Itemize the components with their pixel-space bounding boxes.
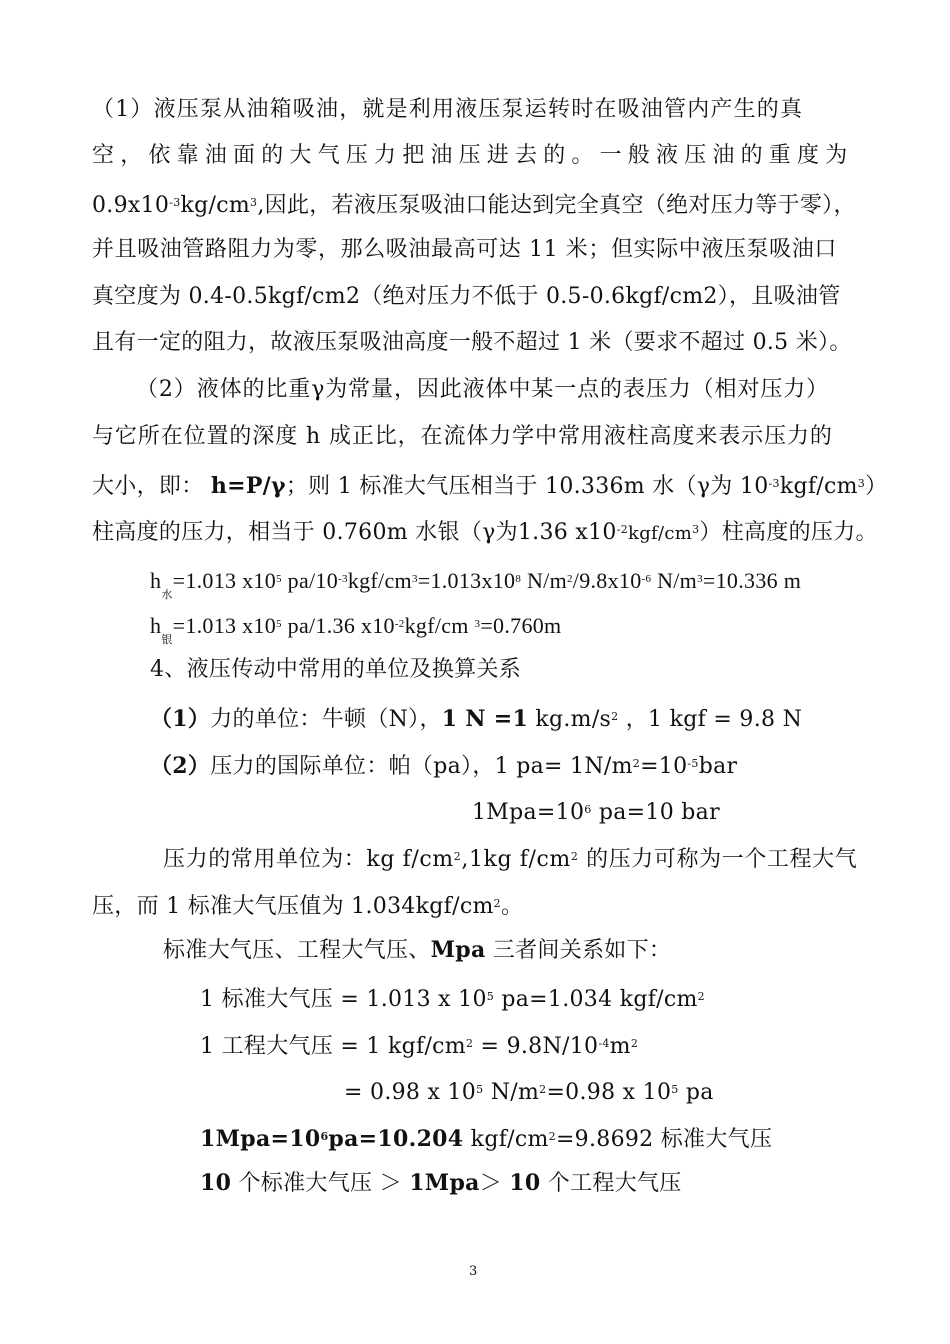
paragraph-line: （2）液体的比重γ为常量，因此液体中某一点的表压力（相对压力） bbox=[136, 377, 830, 402]
paragraph-line: 真空度为 0.4-0.5kgf/cm2（绝对压力不低于 0.5-0.6kgf/cm2），且吸油管 bbox=[92, 284, 841, 309]
formula-bold: h=P/γ bbox=[210, 473, 286, 499]
text-run: =1.013 x10 bbox=[172, 613, 277, 638]
formula-water bbox=[150, 565, 801, 609]
text-run-bold: 10 bbox=[200, 1170, 232, 1196]
subscript: 水 bbox=[161, 589, 173, 601]
text-run: ,因此，若液压泵吸油口能达到完全真空（绝对压力等于零）， bbox=[257, 193, 856, 218]
superscript: 2 bbox=[566, 573, 573, 585]
text-run-bold: 1 N =1 bbox=[441, 706, 529, 732]
text-run: = 0.98 x 10 bbox=[344, 1080, 477, 1105]
text-run: =9.8692 标准大气压 bbox=[555, 1127, 773, 1152]
relation-line bbox=[200, 1030, 638, 1061]
superscript: 2 bbox=[611, 710, 619, 723]
superscript: 6 bbox=[584, 803, 592, 816]
superscript: -3 bbox=[338, 573, 348, 585]
subscript: 银 bbox=[161, 634, 173, 646]
text-run: kg.m/s bbox=[528, 707, 612, 732]
superscript: 2 bbox=[539, 1083, 547, 1096]
formula-h: h bbox=[150, 568, 162, 593]
superscript: 2 bbox=[630, 1037, 639, 1050]
item-number: （2） bbox=[150, 753, 211, 779]
paragraph-line: 并且吸油管路阻力为零，那么吸油最高可达 11 米；但实际中液压泵吸油口 bbox=[92, 237, 837, 262]
superscript: 5 bbox=[486, 990, 495, 1003]
paragraph-line: 且有一定的阻力，故液压泵吸油高度一般不超过 1 米（要求不超过 0.5 米）。 bbox=[92, 330, 852, 355]
text-run: ＞ bbox=[479, 1171, 510, 1196]
superscript: 5 bbox=[671, 1083, 679, 1096]
text-run-bold: 1Mpa=10 bbox=[200, 1126, 321, 1152]
text-run: N/m bbox=[651, 568, 698, 593]
text-run: pa=10 bar bbox=[591, 800, 720, 825]
text-run: ）柱高度的压力。 bbox=[699, 520, 878, 545]
text-run: （1）液压泵从油箱吸油，就是利用液压泵运转时在吸油管内产生的真 bbox=[92, 97, 804, 122]
relation-line bbox=[200, 1123, 772, 1154]
text-run: N/m bbox=[521, 568, 567, 593]
superscript: -2 bbox=[394, 618, 405, 630]
text-run: =0.98 x 10 bbox=[546, 1080, 672, 1105]
text-run: 压力的常用单位为：kg f/cm bbox=[163, 847, 454, 872]
text-run: pa/10 bbox=[281, 568, 339, 593]
paragraph-line: 空，依靠油面的大气压力把油压进去的。一般液压油的重度为 bbox=[92, 143, 854, 168]
superscript: 3 bbox=[411, 573, 418, 585]
text-run: =1.013 x10 bbox=[172, 568, 277, 593]
superscript: 2 bbox=[453, 850, 462, 863]
superscript: 2 bbox=[632, 757, 641, 770]
superscript: 6 bbox=[320, 1130, 329, 1143]
text-run: 三者间关系如下： bbox=[485, 938, 672, 963]
mpa-line bbox=[472, 796, 720, 827]
text-run: kgf/cm bbox=[404, 613, 475, 638]
superscript: -3 bbox=[768, 477, 780, 490]
text-run: kgf/cm bbox=[347, 568, 412, 593]
relation-line bbox=[200, 1169, 682, 1198]
text-run: 力的单位：牛顿（N）， bbox=[210, 707, 442, 732]
text-run: 个标准大气压 ＞ bbox=[231, 1171, 410, 1196]
paragraph-line bbox=[92, 96, 860, 124]
superscript: 2 bbox=[570, 850, 579, 863]
superscript: 3 bbox=[250, 196, 258, 209]
superscript: -6 bbox=[641, 573, 652, 585]
text-run: kgf/cm bbox=[779, 474, 858, 499]
paragraph-line bbox=[163, 843, 857, 874]
superscript: -3 bbox=[169, 196, 181, 209]
text-run: bar bbox=[698, 754, 738, 779]
text-run: kgf/cm bbox=[463, 1127, 549, 1152]
superscript: 2 bbox=[493, 897, 501, 910]
text-run: N/m bbox=[483, 1080, 540, 1105]
text-run: m bbox=[609, 1034, 631, 1059]
text-run: =10.336 m bbox=[702, 568, 802, 593]
text-run: /9.8x10 bbox=[572, 568, 642, 593]
text-run-bold: 10 bbox=[509, 1170, 541, 1196]
unit-force-line bbox=[150, 703, 802, 734]
relation-line bbox=[200, 983, 705, 1014]
text-run: ） bbox=[865, 474, 888, 499]
page-number: 3 bbox=[469, 1264, 478, 1279]
superscript: -2 bbox=[616, 523, 628, 536]
text-run: = 9.8N/10 bbox=[473, 1034, 599, 1059]
unit-pressure-line bbox=[150, 750, 737, 781]
superscript: 5 bbox=[476, 1083, 484, 1096]
text-run-bold: pa=10.204 bbox=[328, 1126, 464, 1152]
superscript: 5 bbox=[276, 618, 282, 630]
text-run: 1 标准大气压 = 1.013 x 10 bbox=[200, 987, 487, 1012]
text-run: 压，而 1 标准大气压值为 1.034kgf/cm bbox=[92, 894, 494, 919]
text-run: =1.013x10 bbox=[417, 568, 516, 593]
paragraph-line bbox=[92, 890, 523, 921]
superscript: 2 bbox=[465, 1037, 474, 1050]
text-run: ；则 1 标准大气压相当于 10.336m 水（γ为 10 bbox=[285, 474, 769, 499]
relation-line bbox=[344, 1076, 714, 1107]
text-run: 1Mpa=10 bbox=[472, 800, 585, 825]
text-run: 0.9x10 bbox=[92, 193, 170, 218]
paragraph-line bbox=[92, 470, 887, 501]
superscript: 3 bbox=[857, 477, 866, 490]
paragraph-line: 与它所在位置的深度 h 成正比，在流体力学中常用液柱高度来表示压力的 bbox=[92, 424, 833, 449]
superscript: 3 bbox=[697, 573, 703, 585]
superscript: 2 bbox=[697, 990, 705, 1003]
text-run-bold: 1Mpa bbox=[409, 1170, 480, 1196]
text-run: =10 bbox=[640, 754, 688, 779]
text-run: 标准大气压、工程大气压、 bbox=[163, 938, 431, 963]
paragraph-line bbox=[92, 516, 878, 548]
item-number: （1） bbox=[150, 706, 211, 732]
text-run: pa=1.034 kgf/cm bbox=[494, 987, 698, 1012]
text-run: 的压力可称为一个工程大气 bbox=[578, 847, 858, 872]
text-run: kgf/cm bbox=[628, 523, 693, 544]
superscript: -5 bbox=[687, 757, 699, 770]
superscript: 3 bbox=[474, 618, 481, 630]
superscript: 8 bbox=[515, 573, 522, 585]
text-run: ,1kg f/cm bbox=[461, 847, 571, 872]
text-run: 压力的国际单位：帕（pa），1 pa= 1N/m bbox=[210, 754, 633, 779]
text-run: 个工程大气压 bbox=[540, 1171, 682, 1196]
section-heading: 4、液压传动中常用的单位及换算关系 bbox=[150, 657, 522, 682]
text-run: =0.760m bbox=[480, 613, 562, 638]
text-run: 大小，即： bbox=[92, 474, 204, 499]
formula-h: h bbox=[150, 613, 162, 638]
text-run: ，1 kgf = 9.8 N bbox=[618, 707, 803, 732]
text-run: 。 bbox=[500, 894, 524, 919]
formula-mercury bbox=[150, 610, 561, 654]
relation-intro bbox=[163, 936, 671, 965]
text-run: kg/cm bbox=[180, 193, 251, 218]
superscript: 2 bbox=[548, 1130, 556, 1143]
superscript: 5 bbox=[276, 573, 282, 585]
text-run: pa/1.36 x10 bbox=[281, 613, 395, 638]
paragraph-line bbox=[92, 189, 856, 220]
text-run: pa bbox=[678, 1080, 714, 1105]
text-run: 1 工程大气压 = 1 kgf/cm bbox=[200, 1034, 466, 1059]
text-run: 柱高度的压力，相当于 0.760m 水银（γ为1.36 x10 bbox=[92, 520, 617, 545]
superscript: -4 bbox=[598, 1037, 610, 1050]
text-run-bold: Mpa bbox=[430, 937, 486, 963]
superscript: 3 bbox=[692, 523, 700, 536]
